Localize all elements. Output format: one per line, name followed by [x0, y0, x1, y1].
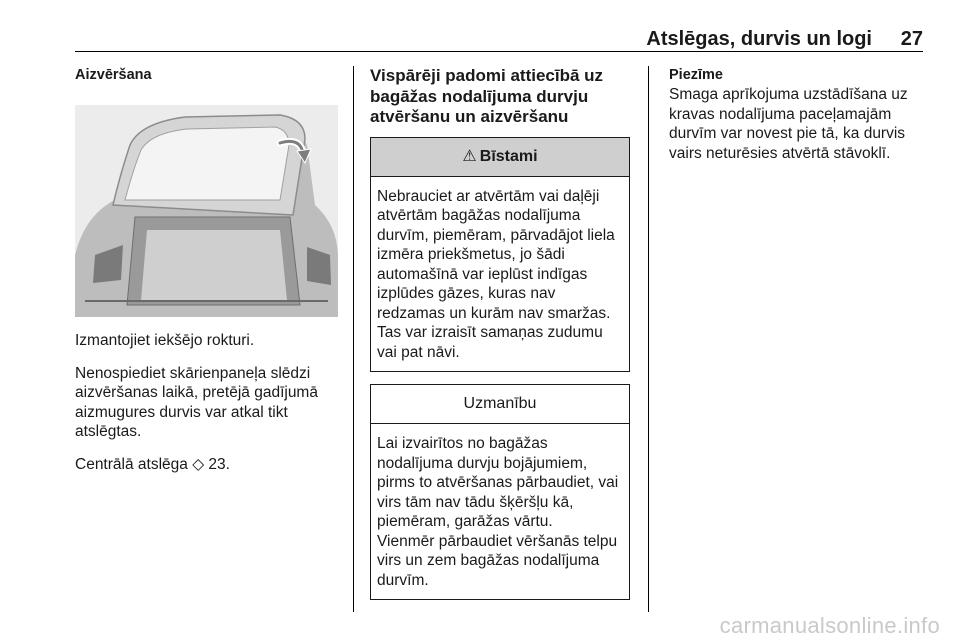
column-3 — [669, 66, 927, 163]
column-1 — [75, 66, 337, 474]
page-header-title: Atslēgas, durvis un logi — [646, 28, 872, 50]
danger-box-header — [371, 138, 629, 177]
tailgate-illustration — [75, 105, 338, 317]
general-tips-heading: Vispārēji padomi attiecībā uz bagāžas nodalījuma durvju atvēršanu un aizvēršanu — [370, 66, 604, 126]
warning-triangle-icon: ⚠ — [462, 147, 477, 165]
note-text: Smaga aprīkojuma uzstādīšana uz kravas nodalījuma paceļamajām durvīm var novest pie tā, ka durvis vairs neturēsies atvērtā stāvoklī. — [669, 86, 908, 162]
caution-box — [370, 384, 630, 600]
page-number: 27 — [900, 28, 923, 50]
column-divider-1 — [353, 66, 354, 612]
para-crossref — [75, 455, 337, 475]
danger-box-title: Bīstami — [479, 147, 538, 165]
crossref-page-link[interactable]: 23. — [208, 455, 230, 473]
crossref-arrow-icon: ◇ — [192, 455, 205, 473]
note-heading: Piezīme — [669, 67, 723, 83]
column-2 — [370, 66, 632, 600]
crossref-text: Centrālā atslēga — [75, 455, 188, 473]
column-divider-2 — [648, 66, 649, 612]
para-touchpad-warning: Nenospiediet skārienpaneļa slēdzi aizvēršanas laikā, pretējā gadījumā aizmugures durvis var atkal tikt atslēgtas. — [75, 364, 318, 440]
para-use-inner-handle: Izmantojiet iekšējo rokturi. — [75, 332, 255, 349]
caution-box-body — [371, 424, 629, 599]
caution-box-text-2: Vienmēr pārbaudiet vēršanās telpu virs un zem bagāžas nodalījuma durvīm. — [377, 532, 618, 589]
danger-box — [370, 137, 630, 373]
danger-box-text: Nebrauciet ar atvērtām vai daļēji atvērtām bagāžas nodalījuma durvīm, piemēram, pārvadājot liela izmēra priekšmetus, jo šādi automašīnā var ieplūst indīgas izplūdes gāzes, kuras nav redzamas un kurām nav smaržas. Tas var izraisīt samaņas zudumu vai pat nāvi. — [377, 187, 615, 361]
header-rule — [75, 51, 923, 52]
caution-box-text-1: Lai izvairītos no bagāžas nodalījuma durvju bojājumiem, pirms to atvēršanas pārbaudiet, vai virs tām nav tādu šķēršļu kā, piemēram, garāžas vārtu. — [377, 435, 619, 530]
watermark: carmanualsonline.info — [719, 613, 940, 638]
closing-subheading: Aizvēršana — [75, 67, 152, 83]
caution-box-title: Uzmanību — [371, 385, 629, 424]
